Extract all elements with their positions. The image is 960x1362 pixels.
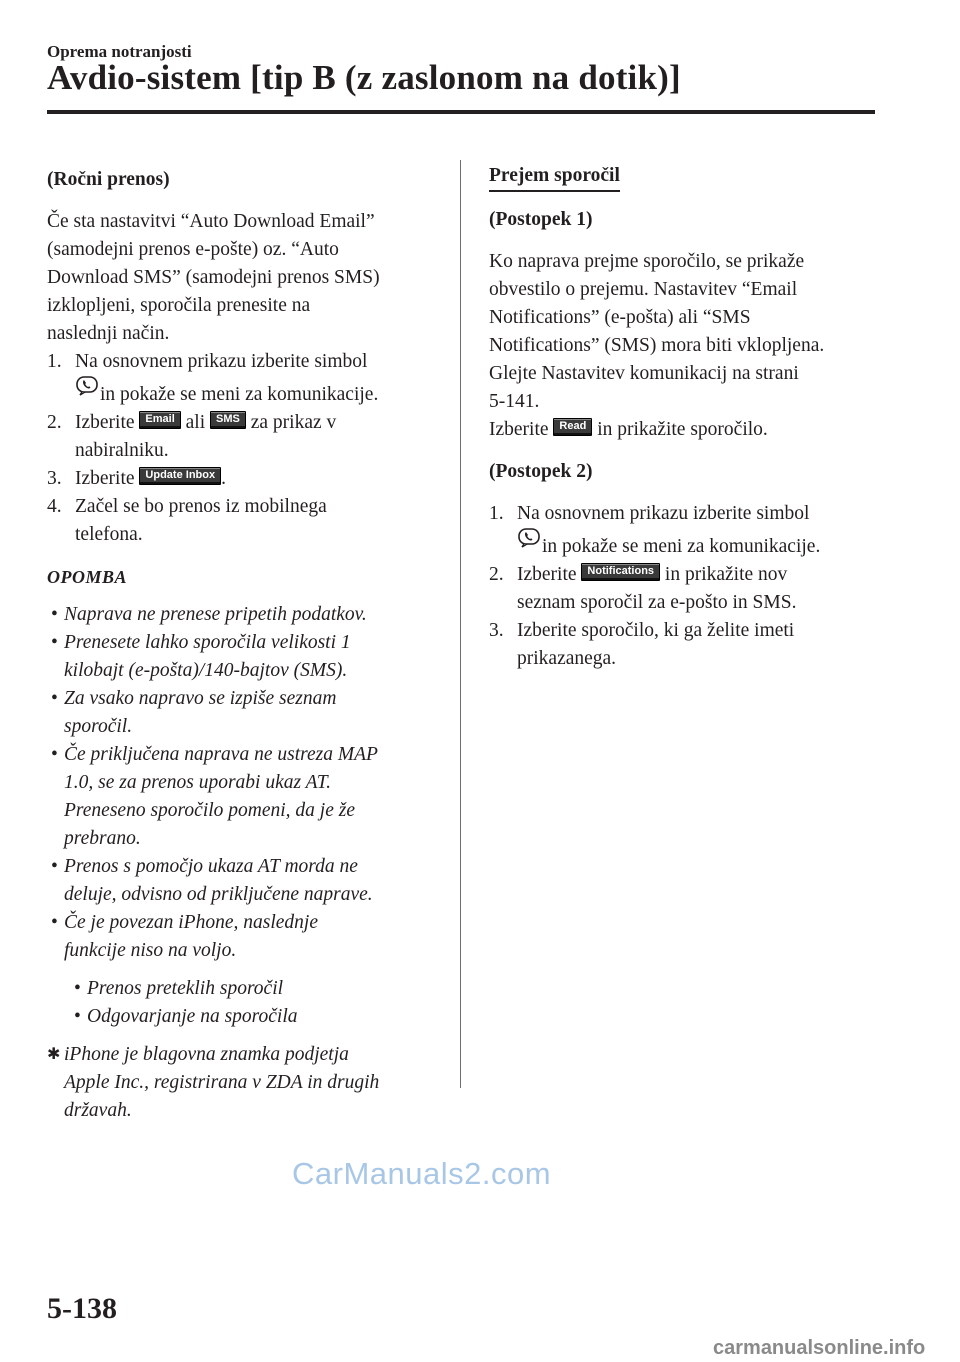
steps-list — [47, 348, 447, 549]
procedure-2-heading: (Postopek 2) — [489, 461, 593, 482]
note-text: prebrano. — [64, 828, 141, 849]
note-text: iPhone je blagovna znamka podjetja — [64, 1044, 349, 1065]
body-line: Izberite — [489, 419, 549, 440]
step-text: in prikažite nov — [664, 564, 788, 585]
step-1 — [489, 500, 889, 561]
note-text: Če je povezan iPhone, naslednje — [64, 912, 318, 933]
note-text: Za vsako napravo se izpiše seznam — [64, 688, 337, 709]
note-block — [47, 563, 447, 1125]
step-3 — [47, 465, 447, 493]
note-text: deluje, odvisno od priključene naprave. — [64, 884, 373, 905]
note-text: Prenos preteklih sporočil — [87, 978, 284, 999]
body-line: 5-141. — [489, 391, 540, 412]
note-bullet: • Za vsako napravo se izpiše seznam sporočil. — [47, 685, 447, 741]
body-line: obvestilo o prejemu. Nastavitev “Email — [489, 279, 798, 300]
column-divider — [460, 160, 461, 1088]
body-line: Glejte Nastavitev komunikacij na strani — [489, 363, 799, 384]
title-rule — [47, 110, 875, 114]
note-text: Preneseno sporočilo pomeni, da je že — [64, 800, 355, 821]
note-text: Odgovarjanje na sporočila — [87, 1006, 298, 1027]
note-sub-bullet: • Prenos preteklih sporočil — [47, 975, 447, 1003]
step-text: in pokaže se meni za komunikacije. — [100, 384, 379, 405]
right-column — [489, 162, 889, 673]
note-text: 1.0, se za prenos uporabi ukaz AT. — [64, 772, 332, 793]
watermark-link[interactable]: CarManuals2.com — [292, 1156, 552, 1191]
intro-line: (samodejni prenos e-pošte) oz. “Auto — [47, 239, 339, 260]
note-bullet: • Če je povezan iPhone, naslednje funkcije niso na voljo. — [47, 909, 447, 965]
footer-link[interactable]: carmanualsonline.info — [713, 1337, 926, 1359]
step-2 — [47, 409, 447, 465]
step-number: 3. — [489, 620, 504, 641]
note-text: Naprava ne prenese pripetih podatkov. — [64, 604, 367, 625]
note-bullet: • Naprava ne prenese pripetih podatkov. — [47, 601, 447, 629]
body-line: Ko naprava prejme sporočilo, se prikaže — [489, 251, 805, 272]
step-text: prikazanega. — [517, 648, 617, 669]
step-text: ali — [185, 412, 206, 433]
note-text: sporočil. — [64, 716, 133, 737]
step-3 — [489, 617, 889, 673]
email-button[interactable]: Email — [139, 411, 180, 429]
step-text: Začel se bo prenos iz mobilnega — [75, 496, 327, 517]
step-text: za prikaz v — [250, 412, 337, 433]
step-text: Na osnovnem prikazu izberite simbol — [75, 351, 368, 372]
note-bullet: • Prenesete lahko sporočila velikosti 1 kilobajt (e-pošta)/140-bajtov (SMS). — [47, 629, 447, 685]
asterisk-icon: ✱ — [47, 1046, 61, 1063]
note-text: Prenesete lahko sporočila velikosti 1 — [64, 632, 351, 653]
note-bullet: • Če priključena naprava ne ustreza MAP 1.0, se za prenos uporabi ukaz AT. Preneseno sporočilo pomeni, da je že prebrano. — [47, 741, 447, 853]
intro-line: Če sta nastavitvi “Auto Download Email” — [47, 211, 375, 232]
step-text: Izberite — [517, 564, 577, 585]
note-text: Če priključena naprava ne ustreza MAP — [64, 744, 378, 765]
phone-speech-icon — [518, 528, 540, 557]
left-column — [47, 166, 447, 1125]
step-number: 4. — [47, 496, 62, 517]
sms-button[interactable]: SMS — [210, 411, 246, 429]
step-text: Na osnovnem prikazu izberite simbol — [517, 503, 810, 524]
notifications-button[interactable]: Notifications — [581, 563, 660, 581]
step-text: Izberite sporočilo, ki ga želite imeti — [517, 620, 795, 641]
footnote — [47, 1041, 447, 1125]
step-number: 1. — [47, 351, 62, 372]
step-1 — [47, 348, 447, 409]
intro-line: Download SMS” (samodejni prenos SMS) — [47, 267, 380, 288]
intro-line: naslednji način. — [47, 323, 170, 344]
note-text: Prenos s pomočjo ukaza AT morda ne — [64, 856, 358, 877]
step-number: 2. — [489, 564, 504, 585]
step-text: Izberite — [75, 468, 135, 489]
step-number: 1. — [489, 503, 504, 524]
note-text: državah. — [64, 1100, 132, 1121]
section-label: Oprema notranjosti — [47, 42, 192, 61]
receive-messages-heading: Prejem sporočil — [489, 164, 620, 192]
note-title: OPOMBA — [47, 567, 128, 587]
note-bullet: • Prenos s pomočjo ukaza AT morda ne deluje, odvisno od priključene naprave. — [47, 853, 447, 909]
body-line: Notifications” (e-pošta) ali “SMS — [489, 307, 751, 328]
step-number: 3. — [47, 468, 62, 489]
steps-list — [489, 500, 889, 673]
manual-transfer-subheading: (Ročni prenos) — [47, 169, 170, 190]
step-number: 2. — [47, 412, 62, 433]
note-text: funkcije niso na voljo. — [64, 940, 237, 961]
step-text: telefona. — [75, 524, 143, 545]
note-text: Apple Inc., registrirana v ZDA in drugih — [64, 1072, 380, 1093]
intro-line: izklopljeni, sporočila prenesite na — [47, 295, 311, 316]
page-title: Avdio-sistem [tip B (z zaslonom na dotik)] — [47, 58, 681, 97]
step-4 — [47, 493, 447, 549]
read-button[interactable]: Read — [553, 418, 592, 436]
procedure-1-heading: (Postopek 1) — [489, 209, 593, 230]
step-text: nabiralniku. — [75, 440, 169, 461]
note-text: kilobajt (e-pošta)/140-bajtov (SMS). — [64, 660, 348, 681]
step-text: in pokaže se meni za komunikacije. — [542, 536, 821, 557]
note-sub-bullet: • Odgovarjanje na sporočila — [47, 1003, 447, 1031]
page-number: 5-138 — [47, 1292, 117, 1325]
body-line: Notifications” (SMS) mora biti vklopljena. — [489, 335, 825, 356]
body-line: in prikažite sporočilo. — [597, 419, 768, 440]
phone-speech-icon — [76, 376, 98, 405]
step-text: . — [221, 468, 226, 489]
step-2 — [489, 561, 889, 617]
update-inbox-button[interactable]: Update Inbox — [139, 467, 221, 485]
step-text: Izberite — [75, 412, 135, 433]
step-text: seznam sporočil za e-pošto in SMS. — [517, 592, 797, 613]
